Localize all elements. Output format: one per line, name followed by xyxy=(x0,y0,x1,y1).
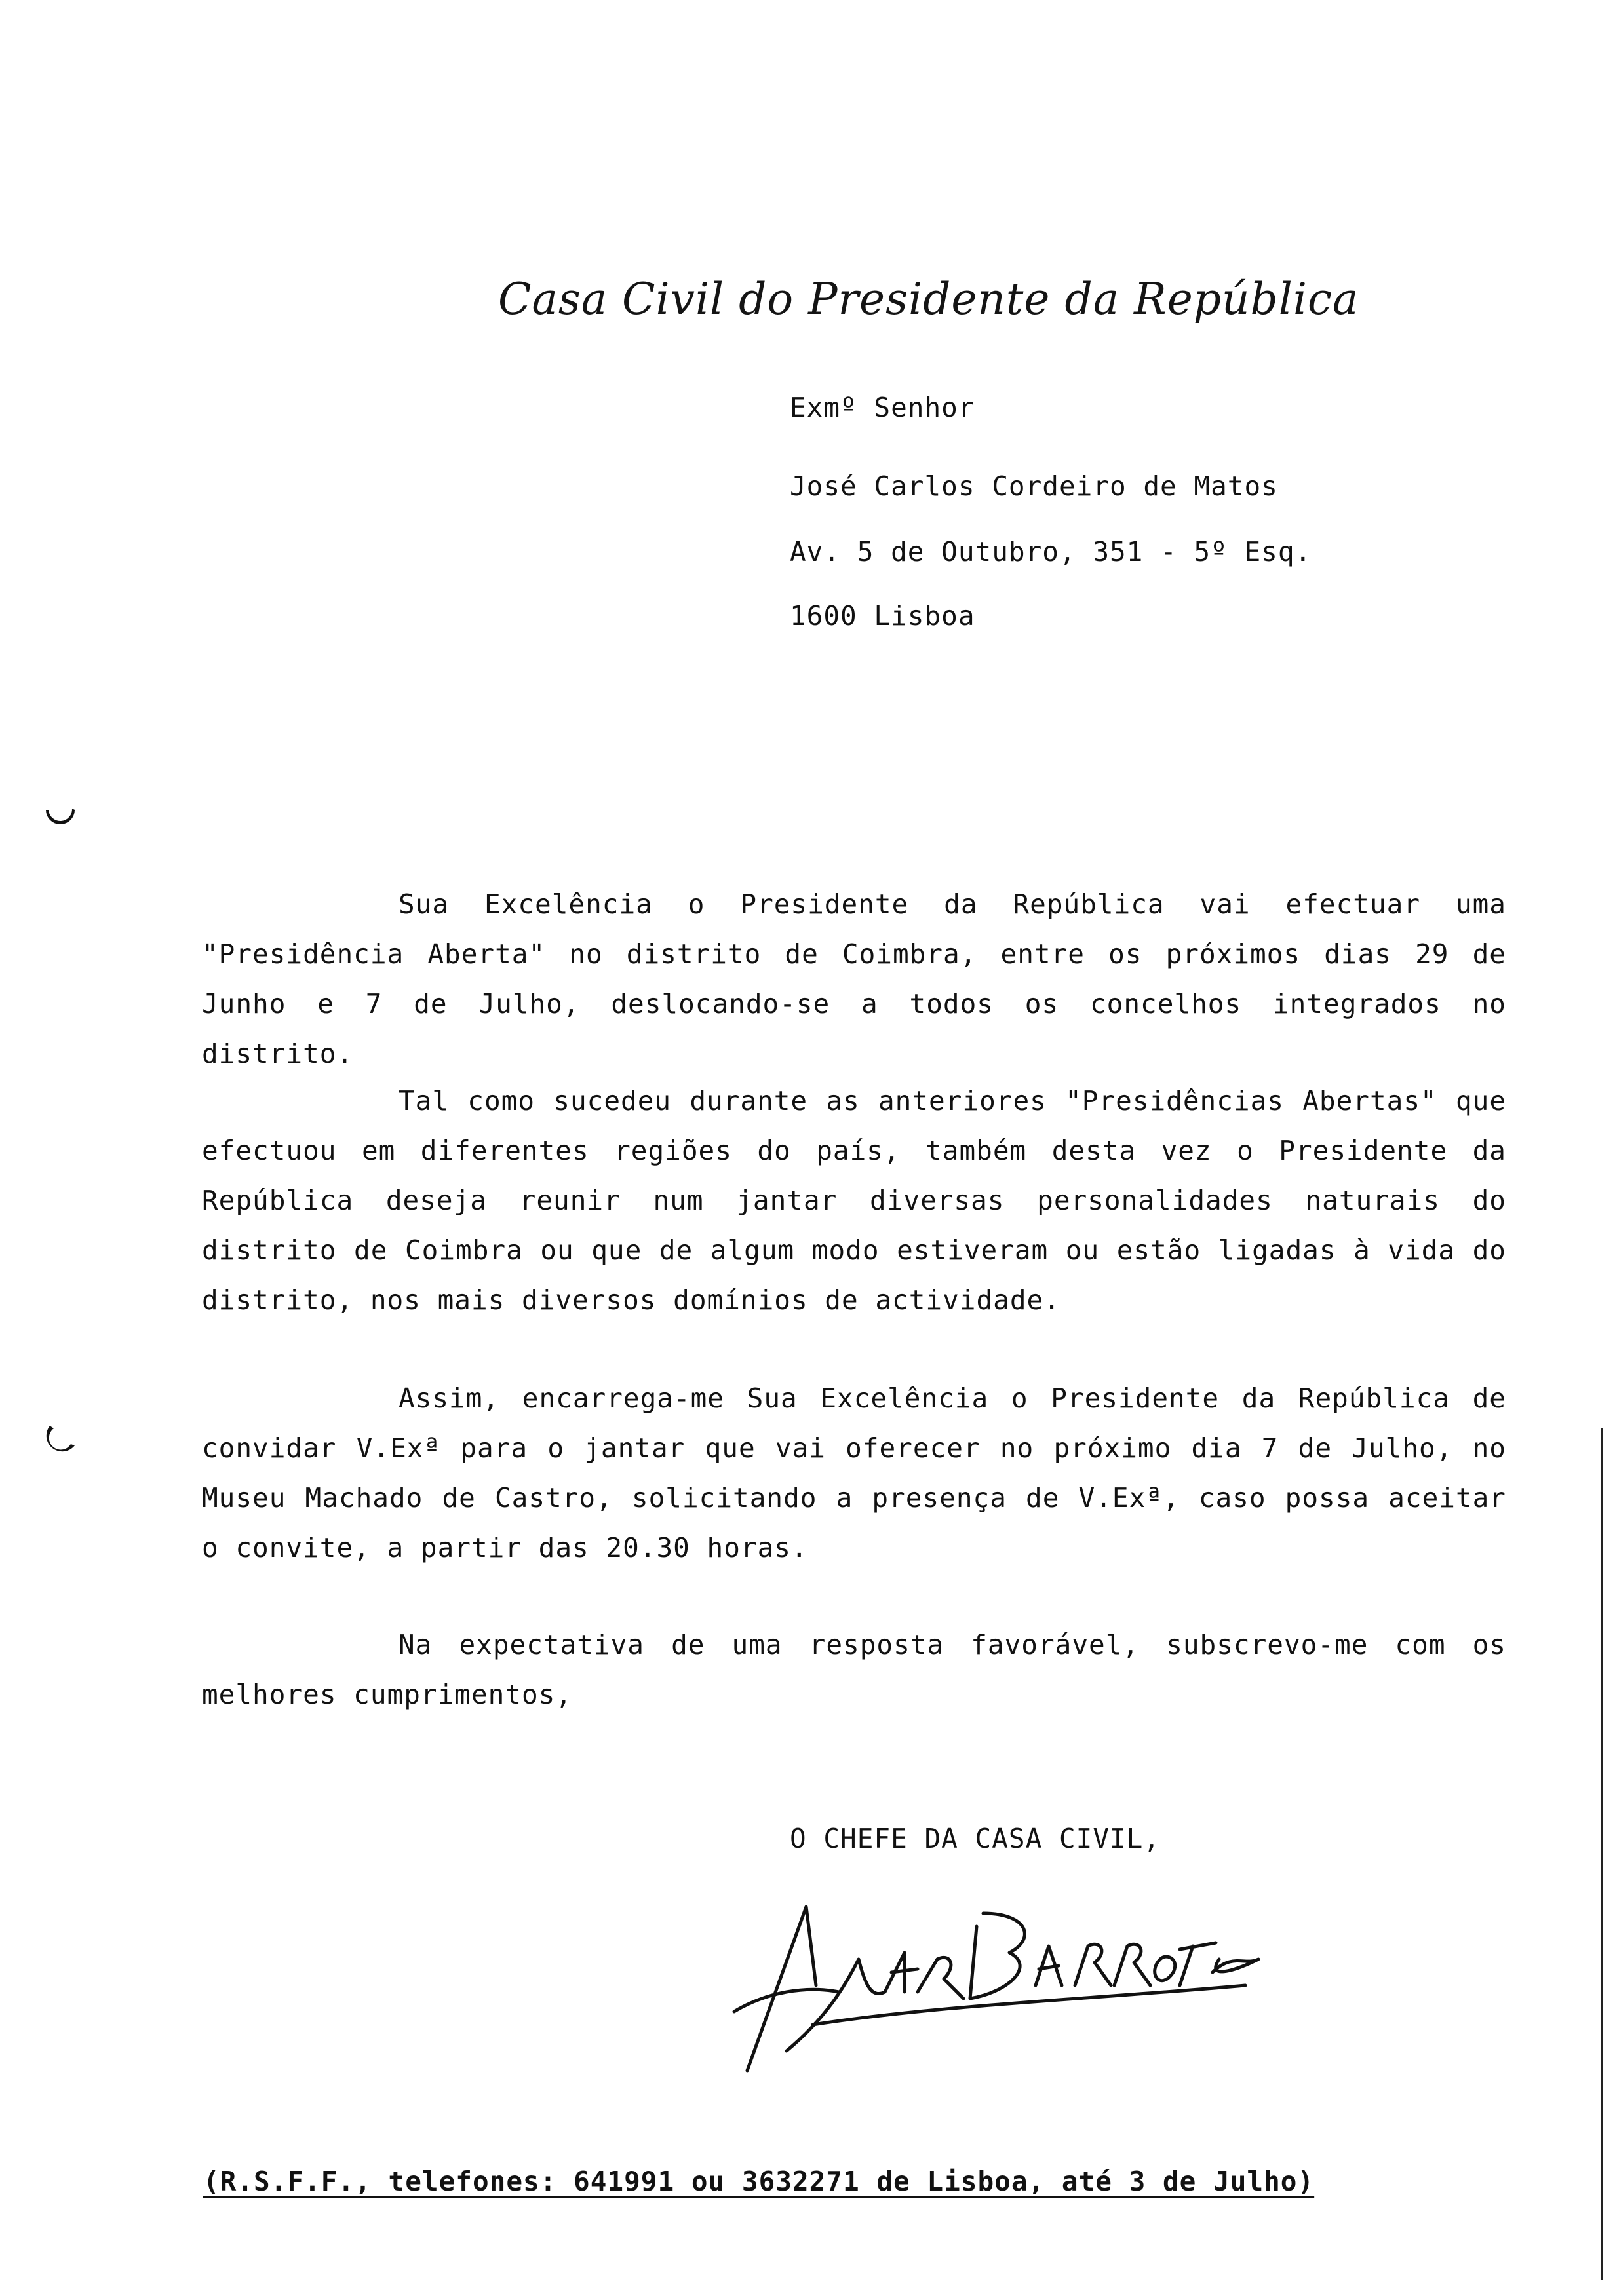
body-paragraph-1: Sua Excelência o Presidente da República vai efectuar uma "Presidência Aberta" no distrito de Coimbra, entre os próximos dias 29 de Junho e 7 de Julho, deslocando-se a todos os concelhos integrados no distrito. xyxy=(202,889,1506,1069)
recipient-salutation: Exmº Senhor xyxy=(790,392,975,423)
body-paragraph-3: Assim, encarrega-me Sua Excelência o Presidente da República de convidar V.Exª para o jantar que vai oferecer no próximo dia 7 de Julho, no Museu Machado de Castro, solicitando a presença de V.Exª, caso possa aceitar o convite, a partir das 20.30 horas. xyxy=(202,1383,1506,1563)
footer-note: (R.S.F.F., telefones: 641991 ou 3632271 de Lisboa, até 3 de Julho) xyxy=(203,2166,1315,2197)
signature-name xyxy=(708,1940,1232,2007)
punch-hole-mark xyxy=(41,801,80,840)
closing-title: O CHEFE DA CASA CIVIL, xyxy=(790,1823,1161,1854)
page-edge-shadow xyxy=(1601,1428,1603,2280)
recipient-city: 1600 Lisboa xyxy=(790,600,975,632)
letterhead: Casa Civil do Presidente da República xyxy=(498,274,1359,324)
recipient-street: Av. 5 de Outubro, 351 - 5º Esq. xyxy=(790,536,1312,567)
recipient-name: José Carlos Cordeiro de Matos xyxy=(790,470,1278,502)
punch-hole-mark xyxy=(41,1422,80,1461)
body-paragraph-4: Na expectativa de uma resposta favorável, subscrevo-me com os melhores cumprimentos, xyxy=(202,1629,1506,1710)
body-paragraph-2: Tal como sucedeu durante as anteriores "Presidências Abertas" que efectuou em diferentes regiões do país, também desta vez o Presidente da República deseja reunir num jantar diversas personalidades naturais do distrito de Coimbra ou que de algum modo estiveram ou estão ligadas à vida do distrito, nos mais diversos domínios de actividade. xyxy=(202,1085,1506,1316)
